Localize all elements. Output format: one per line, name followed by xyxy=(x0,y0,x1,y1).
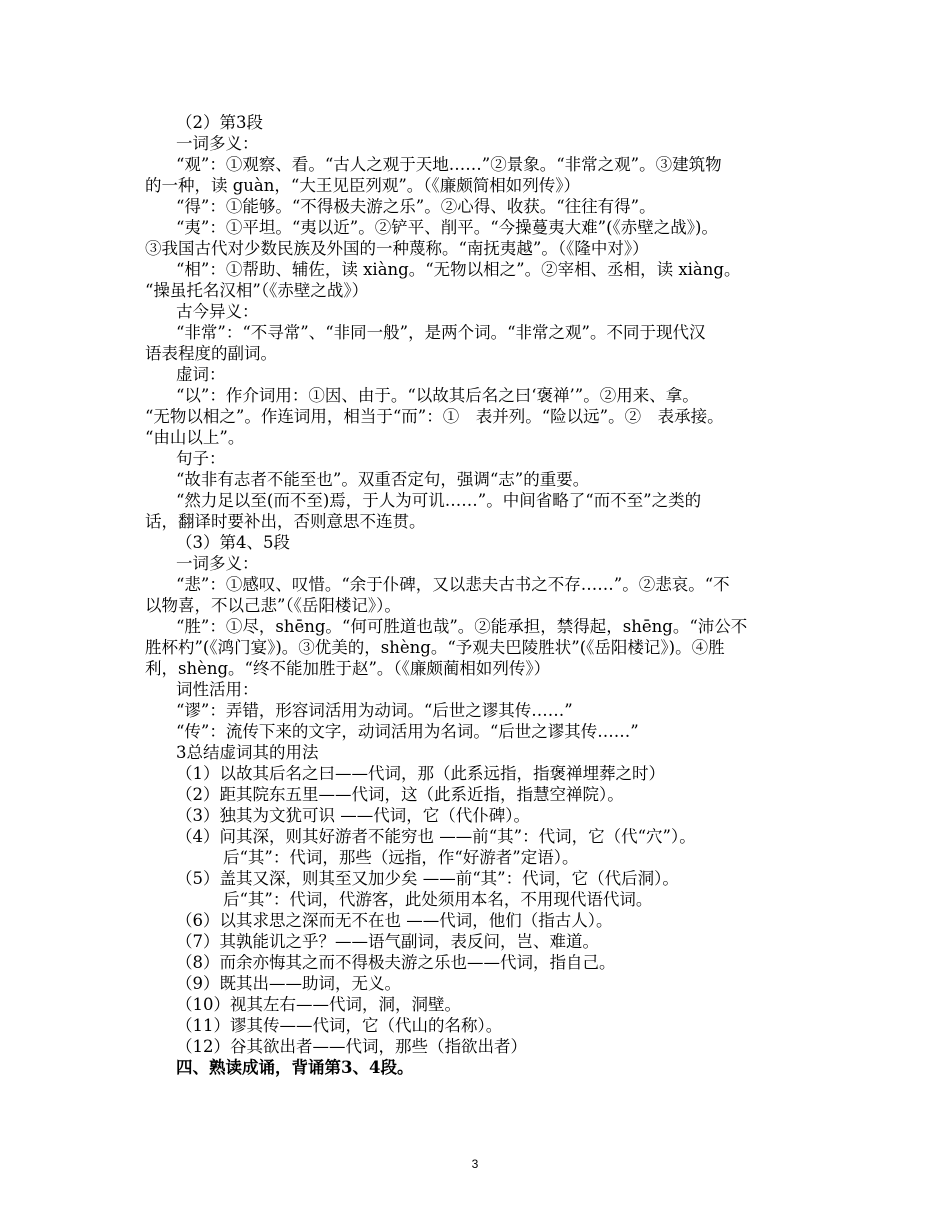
text-line: （2）距其院东五里——代词，这（此系近指，指慧空禅院）。 xyxy=(176,785,624,804)
text-line: 语表程度的副词。 xyxy=(145,344,277,363)
text-line: 3总结虚词其的用法 xyxy=(176,743,319,762)
text-line: “以”：作介词用：①因、由于。“以故其后名之曰‘褒禅’”。②用来、拿。 xyxy=(176,386,699,405)
text-line: “得”：①能够。“不得极夫游之乐”。②心得、收获。“往往有得”。 xyxy=(176,197,656,216)
text-line: 以物喜，不以己悲”（《岳阳楼记》）。 xyxy=(145,596,401,615)
text-line: “悲”：①感叹、叹惜。“余于仆碑，又以悲夫古书之不存……”。②悲哀。“不 xyxy=(176,575,730,594)
text-line: 句子： xyxy=(176,449,226,468)
text-line: （3）第4、5段 xyxy=(176,533,290,552)
text-line: “无物以相之”。作连词用，相当于“而”：① 表并列。“险以远”。② 表承接。 xyxy=(145,407,724,426)
text-line: 后“其”：代词，代游客，此处须用本名，不用现代语代词。 xyxy=(223,890,653,909)
text-line: “夷”：①平坦。“夷以近”。②铲平、削平。“今操蔓夷大难”(《赤壁之战》)。 xyxy=(176,218,718,237)
text-line: “然力足以至(而不至)焉，于人为可讥……”。中间省略了“而不至”之类的 xyxy=(176,491,702,510)
text-line: （4）问其深，则其好游者不能穷也 ——前“其”：代词，它（代“穴”）。 xyxy=(176,827,696,846)
text-line: 一词多义： xyxy=(176,134,259,153)
text-line: 胜杯杓”(《鸿门宴》)。③优美的，shèng。“予观夫巴陵胜状”(《岳阳楼记》)。④胜 xyxy=(145,638,725,657)
text-line: 虚词： xyxy=(176,365,226,384)
text-line: （12）谷其欲出者——代词，那些（指欲出者） xyxy=(176,1037,527,1056)
text-line: 一词多义： xyxy=(176,554,259,573)
text-line: “故非有志者不能至也”。双重否定句，强调“志”的重要。 xyxy=(176,470,590,489)
section-heading: 四、熟读成诵，背诵第3、4段。 xyxy=(176,1058,414,1077)
text-line: 后“其”：代词，那些（远指，作“好游者”定语）。 xyxy=(223,848,579,867)
text-line: 话，翻译时要补出，否则意思不连贯。 xyxy=(145,512,426,531)
page-number: 3 xyxy=(471,1157,479,1171)
text-line: “谬”：弄错，形容词活用为动词。“后世之谬其传……” xyxy=(176,701,573,720)
text-line: “相”：①帮助、辅佐，读 xiàng。“无物以相之”。②宰相、丞相，读 xiàng。 xyxy=(176,260,741,279)
text-line: （1）以故其后名之曰——代词，那（此系远指，指褒禅埋葬之时） xyxy=(176,764,665,783)
text-line: （2）第3段 xyxy=(176,113,263,132)
document-body xyxy=(145,112,815,1078)
text-line: “由山以上”。 xyxy=(145,428,245,447)
text-line: “操虽托名汉相”（《赤壁之战》） xyxy=(145,281,369,300)
text-line: “观”：①观察、看。“古人之观于天地……”②景象。“非常之观”。③建筑物 xyxy=(176,155,722,174)
text-line: 古今异义： xyxy=(176,302,259,321)
text-line: （8）而余亦悔其之而不得极夫游之乐也——代词，指自己。 xyxy=(176,953,616,972)
text-line: （3）独其为文犹可识 ——代词，它（代仆碑）。 xyxy=(176,806,530,825)
text-line: “非常”：“不寻常”、“非同一般”，是两个词。“非常之观”。不同于现代汉 xyxy=(176,323,706,342)
text-line: （5）盖其又深，则其至又加少矣 ——前“其”：代词，它（代后洞）。 xyxy=(176,869,679,888)
text-line: （9）既其出——助词，无义。 xyxy=(176,974,401,993)
text-line: “胜”：①尽，shēng。“何可胜道也哉”。②能承担，禁得起，shēng。“沛公不 xyxy=(176,617,748,636)
text-line: ③我国古代对少数民族及外国的一种蔑称。“南抚夷越”。（《隆中对》） xyxy=(145,239,649,258)
text-line: （10）视其左右——代词，洞，洞壁。 xyxy=(176,995,461,1014)
text-line: （6）以其求思之深而无不在也 ——代词，他们（指古人）。 xyxy=(176,911,613,930)
text-line: “传”：流传下来的文字，动词活用为名词。“后世之谬其传……” xyxy=(176,722,639,741)
text-line: 的一种，读 guàn，“大王见臣列观”。（《廉颇简相如列传》） xyxy=(145,176,581,195)
text-line: 词性活用： xyxy=(176,680,259,699)
text-line: （7）其孰能讥之乎？——语气副词，表反问，岂、难道。 xyxy=(176,932,599,951)
text-line: 利，shèng。“终不能加胜于赵”。（《廉颇蔺相如列传》） xyxy=(145,659,551,678)
text-line: （11）谬其传——代词，它（代山的名称）。 xyxy=(176,1016,503,1035)
